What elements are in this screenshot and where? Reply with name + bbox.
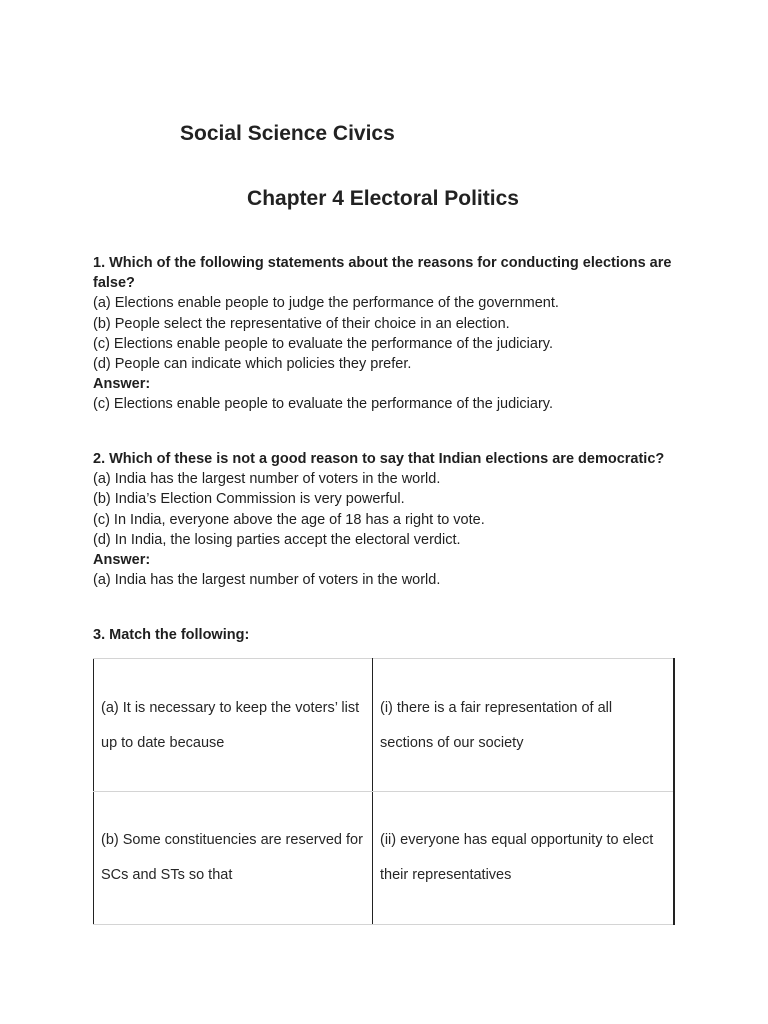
- match-table: [93, 658, 675, 925]
- chapter-title: Chapter 4 Electoral Politics: [247, 187, 519, 210]
- match-left-cell: (b) Some constituencies are reserved for SCs and STs so that: [94, 792, 373, 925]
- option-a: (a) India has the largest number of voters in the world.: [93, 471, 441, 488]
- question-block-2: [93, 449, 683, 590]
- table-row: [94, 792, 675, 925]
- question-text: 2. Which of these is not a good reason to say that Indian elections are democratic?: [93, 451, 665, 467]
- answer-text: (a) India has the largest number of voters in the world.: [93, 572, 441, 589]
- option-b: (b) People select the representative of their choice in an election.: [93, 315, 510, 332]
- match-left-cell: (a) It is necessary to keep the voters’ list up to date because: [94, 659, 373, 792]
- question-block-1: [93, 253, 683, 415]
- option-d: (d) People can indicate which policies they prefer.: [93, 356, 412, 373]
- answer-label: Answer:: [93, 552, 151, 569]
- question-block-3: [93, 625, 683, 645]
- question-text: 3. Match the following:: [93, 627, 250, 643]
- match-right-cell: (i) there is a fair representation of all sections of our society: [373, 659, 675, 792]
- option-c: (c) Elections enable people to evaluate the performance of the judiciary.: [93, 335, 553, 352]
- match-right-cell: (ii) everyone has equal opportunity to elect their representatives: [373, 792, 675, 925]
- option-c: (c) In India, everyone above the age of 18 has a right to vote.: [93, 511, 485, 528]
- option-a: (a) Elections enable people to judge the performance of the government.: [93, 295, 559, 312]
- question-text: 1. Which of the following statements about the reasons for conducting elections are false?: [93, 255, 672, 292]
- answer-text: (c) Elections enable people to evaluate the performance of the judiciary.: [93, 396, 553, 413]
- option-d: (d) In India, the losing parties accept the electoral verdict.: [93, 531, 461, 548]
- document-title: Social Science Civics: [180, 122, 395, 145]
- answer-label: Answer:: [93, 376, 151, 393]
- table-row: [94, 659, 675, 792]
- option-b: (b) India’s Election Commission is very powerful.: [93, 491, 405, 508]
